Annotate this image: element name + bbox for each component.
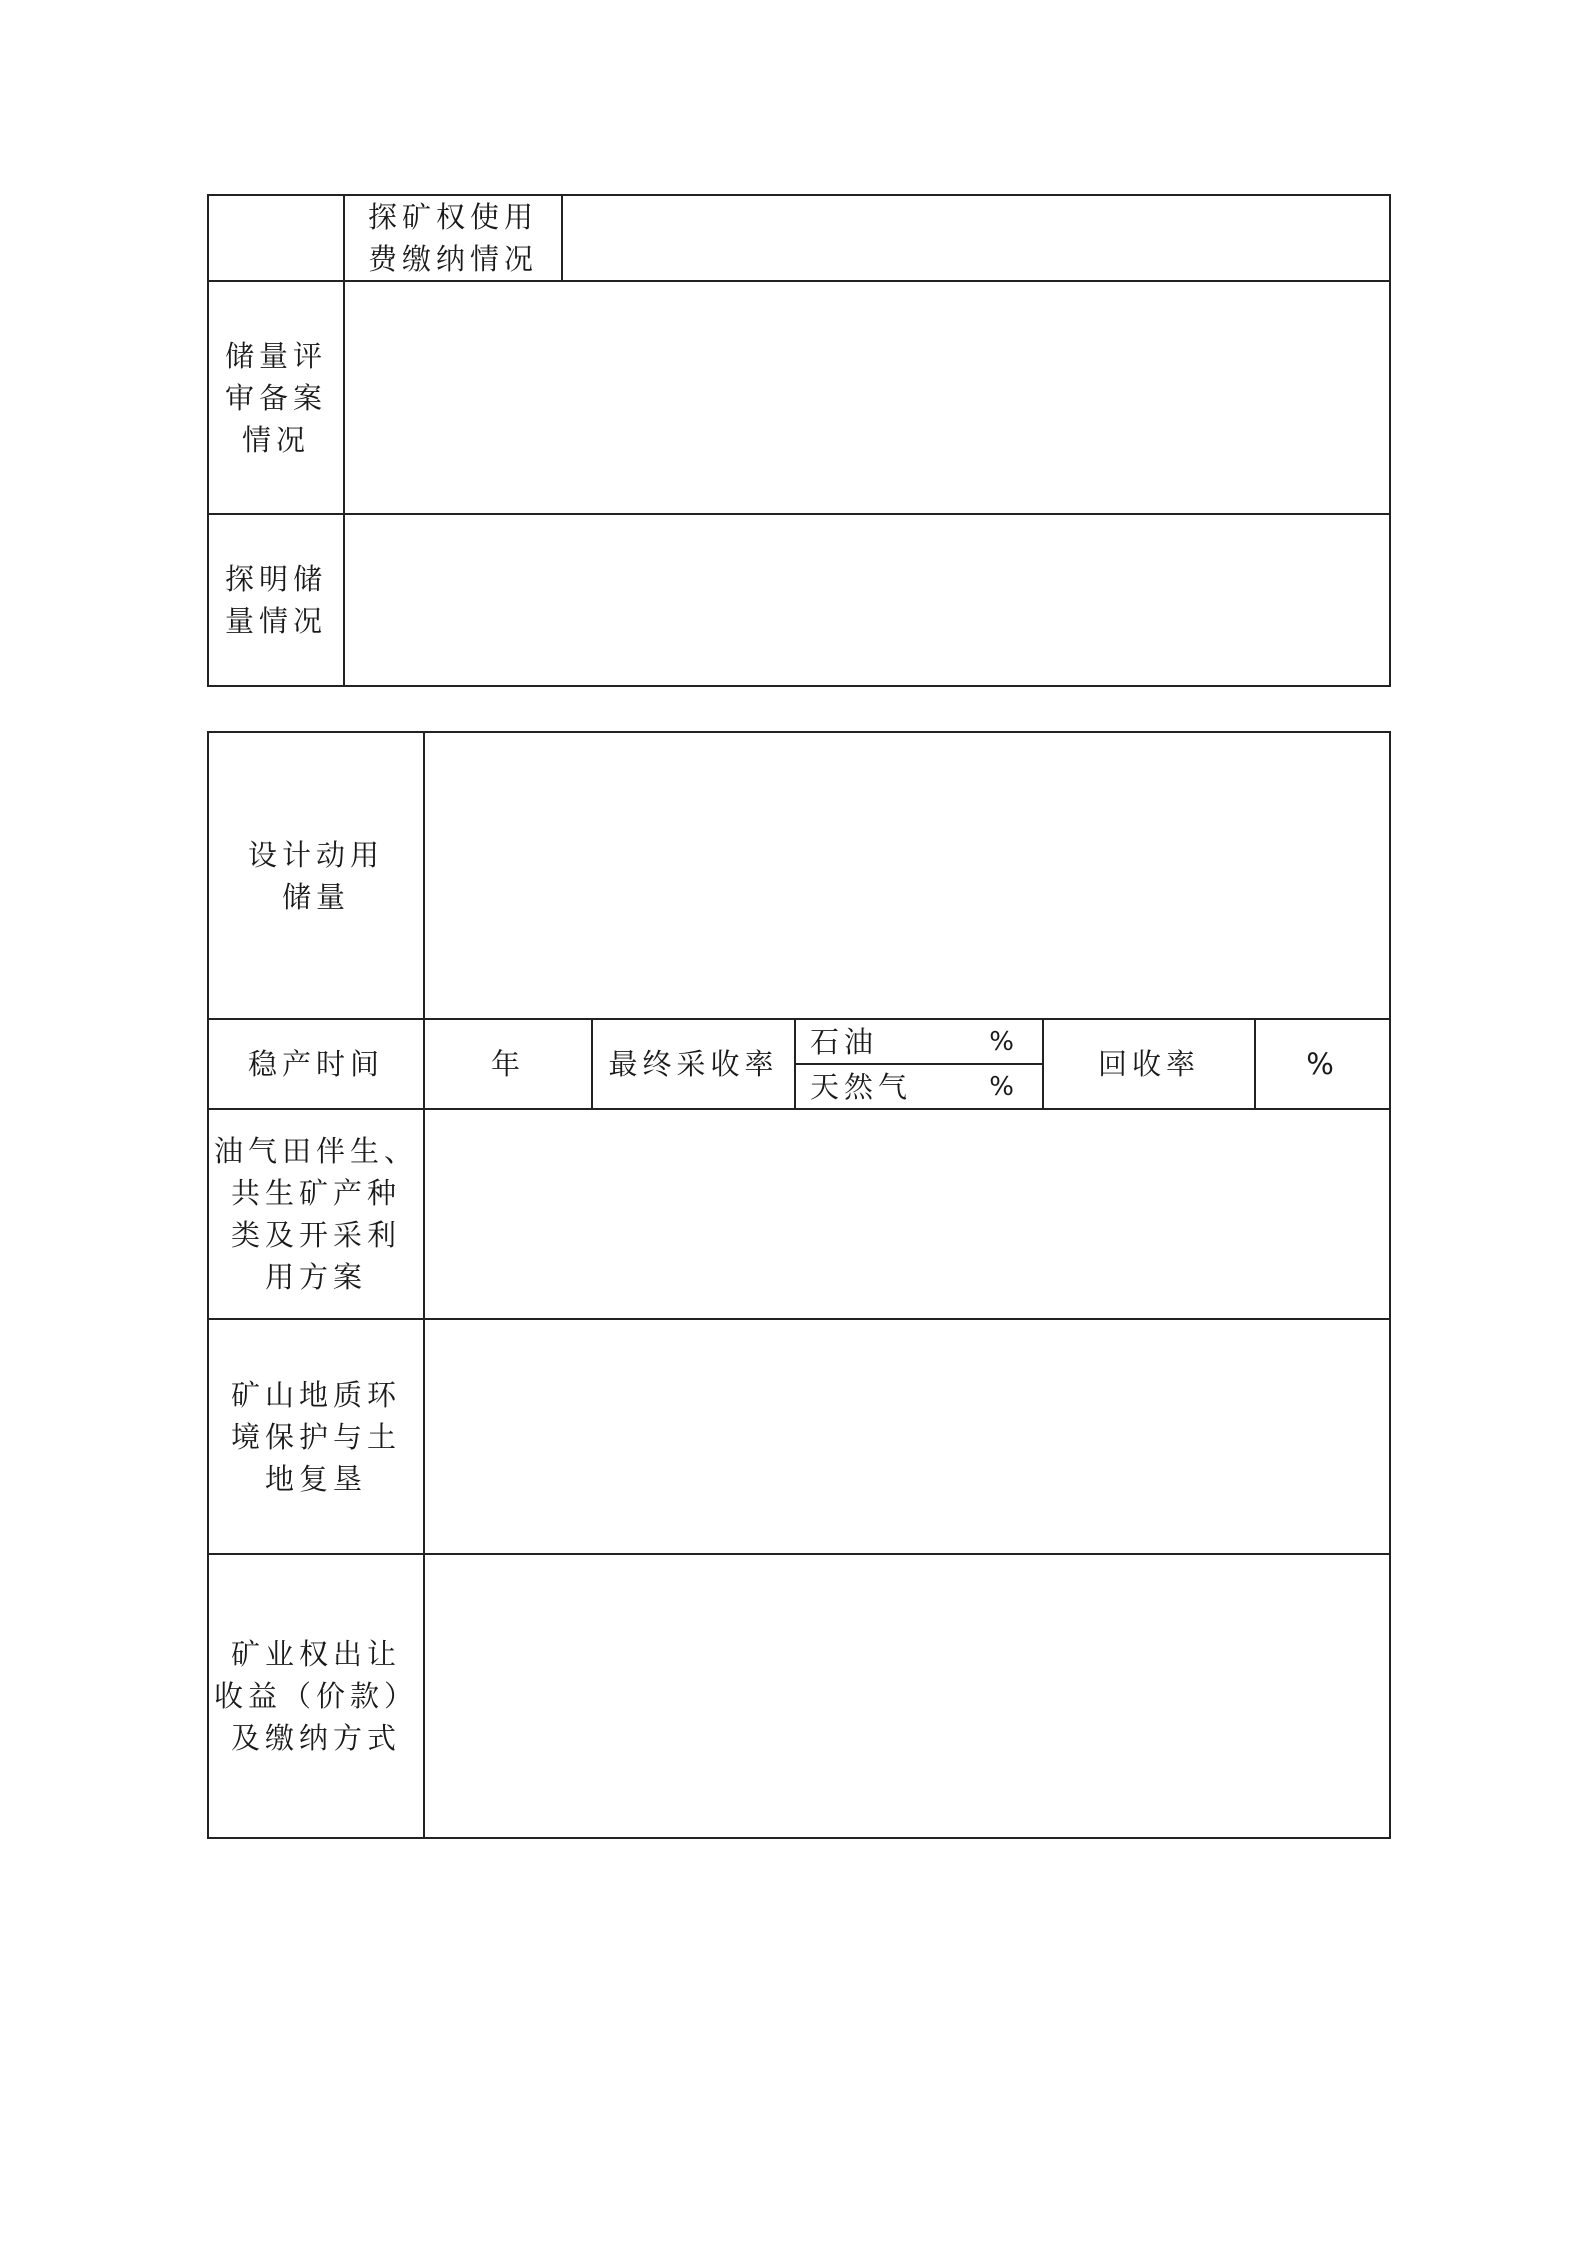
gas-recovery-cell[interactable] [795, 1064, 1043, 1109]
stable-period-label: 稳产时间 [247, 1047, 384, 1081]
oil-label: 石油 [810, 1024, 879, 1059]
stable-period-label-cell [208, 1019, 424, 1109]
associated-minerals-value-cell[interactable] [424, 1109, 1390, 1319]
reserve-review-value-cell[interactable] [344, 281, 1390, 514]
design-reserve-value-cell[interactable] [424, 732, 1390, 1019]
gas-percent: % [989, 1071, 1014, 1102]
recovery-rate-label: 回收率 [1097, 1047, 1200, 1081]
proven-reserve-label: 探明储 量情况 [224, 562, 327, 638]
exploration-fee-label: 探矿权使用 费缴纳情况 [367, 200, 538, 276]
final-recovery-label-cell [592, 1019, 795, 1109]
recovery-rate-percent: % [1306, 1047, 1339, 1081]
environment-label-cell [208, 1319, 424, 1554]
recovery-rate-label-cell [1043, 1019, 1255, 1109]
exploration-fee-label-cell [344, 195, 562, 281]
design-reserve-label: 设计动用 储量 [247, 837, 384, 914]
reserve-review-label-cell [208, 281, 344, 514]
recovery-rate-value-cell[interactable] [1255, 1019, 1390, 1109]
proven-reserve-label-cell [208, 514, 344, 686]
environment-value-cell[interactable] [424, 1319, 1390, 1554]
environment-label: 矿山地质环 境保护与土 地复垦 [230, 1377, 401, 1496]
reserve-review-label: 储量评 审备案 情况 [224, 338, 327, 457]
oil-percent: % [989, 1026, 1014, 1057]
gas-label: 天然气 [810, 1069, 913, 1104]
transfer-income-value-cell[interactable] [424, 1554, 1390, 1838]
associated-minerals-label-cell [208, 1109, 424, 1319]
associated-minerals-label: 油气田伴生、 共生矿产种 类及开采利 用方案 [213, 1134, 418, 1294]
development-plan-table [207, 731, 1391, 1839]
blank-cell [208, 195, 344, 281]
design-reserve-label-cell [208, 732, 424, 1019]
proven-reserve-value-cell[interactable] [344, 514, 1390, 686]
final-recovery-label: 最终采收率 [608, 1047, 779, 1081]
oil-recovery-cell[interactable] [795, 1019, 1043, 1064]
transfer-income-label: 矿业权出让 收益（价款） 及缴纳方式 [213, 1637, 418, 1755]
transfer-income-label-cell [208, 1554, 424, 1838]
exploration-fee-value-cell[interactable] [562, 195, 1390, 281]
year-unit: 年 [490, 1047, 525, 1081]
stable-period-value-cell[interactable] [424, 1019, 592, 1109]
exploration-info-table [207, 194, 1391, 687]
